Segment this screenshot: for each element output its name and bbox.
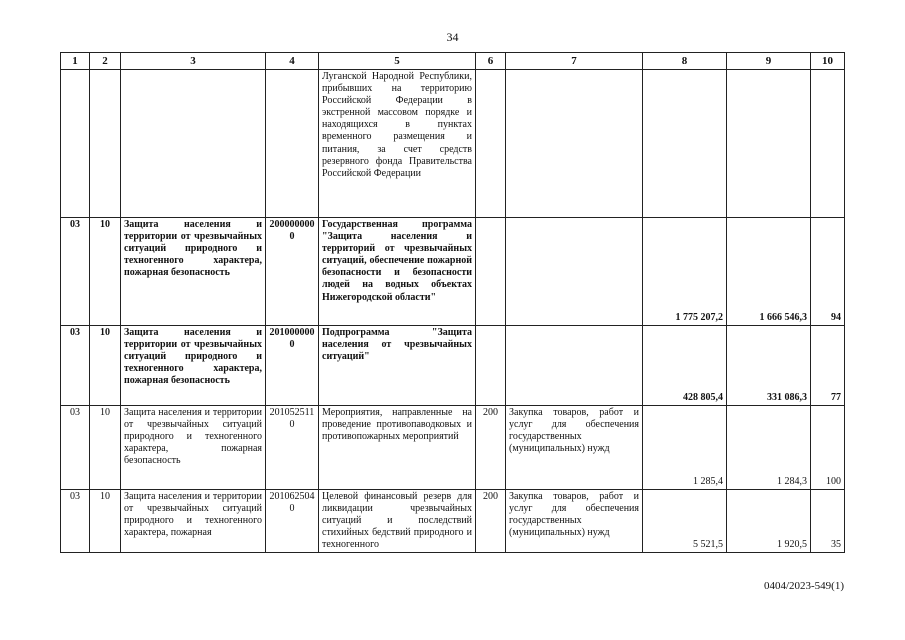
- target-article-code: 2000000000: [266, 218, 319, 326]
- target-article-code: 2010000000: [266, 326, 319, 406]
- section-code: [61, 70, 90, 218]
- table-row: [61, 70, 845, 218]
- section-name: Защита населения и территории от чрезвычайных ситуаций природного и техногенного характера, пожарная безопасность: [121, 406, 266, 490]
- planned-amount: [643, 70, 727, 218]
- subsection-code: 10: [90, 218, 121, 326]
- subsection-code: 10: [90, 406, 121, 490]
- table-row: [61, 490, 845, 553]
- expense-type-name: Закупка товаров, работ и услуг для обеспечения государственных (муниципальных) нужд: [506, 406, 643, 490]
- section-name: [121, 70, 266, 218]
- expense-type-code: 200: [476, 406, 506, 490]
- executed-amount: 1 666 546,3: [727, 218, 811, 326]
- header-col-2: 2: [90, 53, 121, 70]
- table-row: [61, 218, 845, 326]
- header-col-9: 9: [727, 53, 811, 70]
- header-col-10: 10: [811, 53, 845, 70]
- section-code: 03: [61, 490, 90, 553]
- section-code: 03: [61, 406, 90, 490]
- planned-amount: 5 521,5: [643, 490, 727, 553]
- execution-percent: 94: [811, 218, 845, 326]
- target-article-name: Подпрограмма "Защита населения от чрезвычайных ситуаций": [319, 326, 476, 406]
- planned-amount: 1 285,4: [643, 406, 727, 490]
- execution-percent: 35: [811, 490, 845, 553]
- executed-amount: 331 086,3: [727, 326, 811, 406]
- subsection-code: 10: [90, 490, 121, 553]
- page-number: 34: [446, 30, 459, 44]
- expense-type-code: [476, 70, 506, 218]
- header-col-6: 6: [476, 53, 506, 70]
- target-article-code: 2010625040: [266, 490, 319, 553]
- planned-amount: 428 805,4: [643, 326, 727, 406]
- header-col-7: 7: [506, 53, 643, 70]
- header-col-4: 4: [266, 53, 319, 70]
- expense-type-name: [506, 326, 643, 406]
- section-name: Защита населения и территории от чрезвычайных ситуаций природного и техногенного характера, пожарная безопасность: [121, 326, 266, 406]
- target-article-name: Луганской Народной Республики, прибывших на территорию Российской Федерации в экстренной массовом порядке и находящихся в пунктах временного размещения и питания, за счет средств резервного фонда Правительства Российской Федерации: [319, 70, 476, 218]
- target-article-code: [266, 70, 319, 218]
- planned-amount: 1 775 207,2: [643, 218, 727, 326]
- executed-amount: [727, 70, 811, 218]
- header-col-3: 3: [121, 53, 266, 70]
- execution-percent: [811, 70, 845, 218]
- subsection-code: 10: [90, 326, 121, 406]
- table-row: [61, 406, 845, 490]
- budget-table: [60, 52, 845, 553]
- expense-type-name: [506, 218, 643, 326]
- target-article-name: Целевой финансовый резерв для ликвидации чрезвычайных ситуаций и последствий стихийных бедствий природного и техногенного: [319, 490, 476, 553]
- header-col-1: 1: [61, 53, 90, 70]
- section-code: 03: [61, 326, 90, 406]
- expense-type-code: 200: [476, 490, 506, 553]
- expense-type-code: [476, 326, 506, 406]
- subsection-code: [90, 70, 121, 218]
- header-col-5: 5: [319, 53, 476, 70]
- table-row: [61, 326, 845, 406]
- document-code: 0404/2023-549(1): [763, 580, 844, 592]
- section-name: Защита населения и территории от чрезвычайных ситуаций природного и техногенного характера, пожарная безопасность: [121, 218, 266, 326]
- table-header-row: [61, 53, 845, 70]
- section-name: Защита населения и территории от чрезвычайных ситуаций природного и техногенного характера, пожарная: [121, 490, 266, 553]
- expense-type-name: Закупка товаров, работ и услуг для обеспечения государственных (муниципальных) нужд: [506, 490, 643, 553]
- section-code: 03: [61, 218, 90, 326]
- expense-type-name: [506, 70, 643, 218]
- target-article-code: 2010525110: [266, 406, 319, 490]
- target-article-name: Государственная программа "Защита населения и территорий от чрезвычайных ситуаций, обеспечение пожарной безопасности и безопасности людей на водных объектах Нижегородской области": [319, 218, 476, 326]
- executed-amount: 1 920,5: [727, 490, 811, 553]
- execution-percent: 100: [811, 406, 845, 490]
- execution-percent: 77: [811, 326, 845, 406]
- executed-amount: 1 284,3: [727, 406, 811, 490]
- target-article-name: Мероприятия, направленные на проведение противопаводковых и противопожарных мероприятий: [319, 406, 476, 490]
- expense-type-code: [476, 218, 506, 326]
- header-col-8: 8: [643, 53, 727, 70]
